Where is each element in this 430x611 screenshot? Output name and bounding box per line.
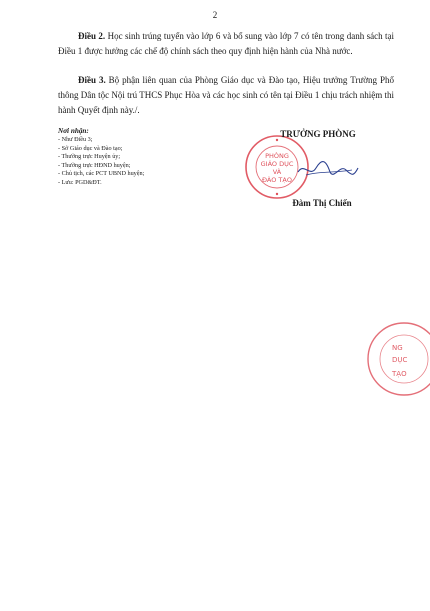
seal-line-1: PHÒNG xyxy=(265,152,289,160)
seal-line-2: GIÁO DỤC xyxy=(260,160,294,168)
edge-seal xyxy=(364,318,430,400)
recipients-list xyxy=(58,136,238,188)
seal-line-3: VÀ xyxy=(272,168,282,176)
partial-seal-line-3: TẠO xyxy=(392,370,407,378)
partial-seal-line-2: DỤC xyxy=(392,356,408,364)
partial-seal-icon xyxy=(364,318,430,400)
recipient-item: - Như Điều 3; xyxy=(58,136,93,143)
recipient-item: - Chủ tịch, các PCT UBND huyện; xyxy=(58,170,145,178)
article-2-text: Học sinh trúng tuyển vào lớp 6 và bổ sung vào lớp 7 có tên trong danh sách tại Điều 1 được hưởng các chế độ chính sách theo quy định hiện hành của Nhà nước. xyxy=(58,31,395,56)
article-3-label: Điều 3. xyxy=(78,75,106,85)
partial-seal-line-1: NG xyxy=(392,344,403,352)
seal-line-4: ĐÀO TẠO xyxy=(262,176,292,184)
recipients-block xyxy=(58,127,238,188)
recipient-item: - Lưu: PGD&ĐT. xyxy=(58,178,102,186)
signature-icon xyxy=(296,158,360,182)
article-2-paragraph xyxy=(58,29,394,59)
signer-name: Đàm Thị Chiến xyxy=(292,198,352,208)
article-2-label: Điều 2. xyxy=(78,31,106,41)
recipients-title: Nơi nhận: xyxy=(58,127,89,135)
recipient-item: - Thường trực Huyện ủy; xyxy=(58,153,121,161)
recipient-item: - Sở Giáo dục và Đào tạo; xyxy=(58,144,123,152)
page-number: 2 xyxy=(212,10,218,20)
article-3-text: Bộ phận liên quan của Phòng Giáo dục và Đào tạo, Hiệu trưởng Trường Phổ thông Dân tộc Nội trú THCS Phục Hòa và các học sinh có tên tại Điều 1 chịu trách nhiệm thi hành Quyết định này./. xyxy=(58,75,394,115)
signer-title: TRƯỞNG PHÒNG xyxy=(280,129,356,139)
recipient-item: - Thường trực HĐND huyện; xyxy=(58,161,131,169)
article-3-paragraph xyxy=(58,73,394,118)
